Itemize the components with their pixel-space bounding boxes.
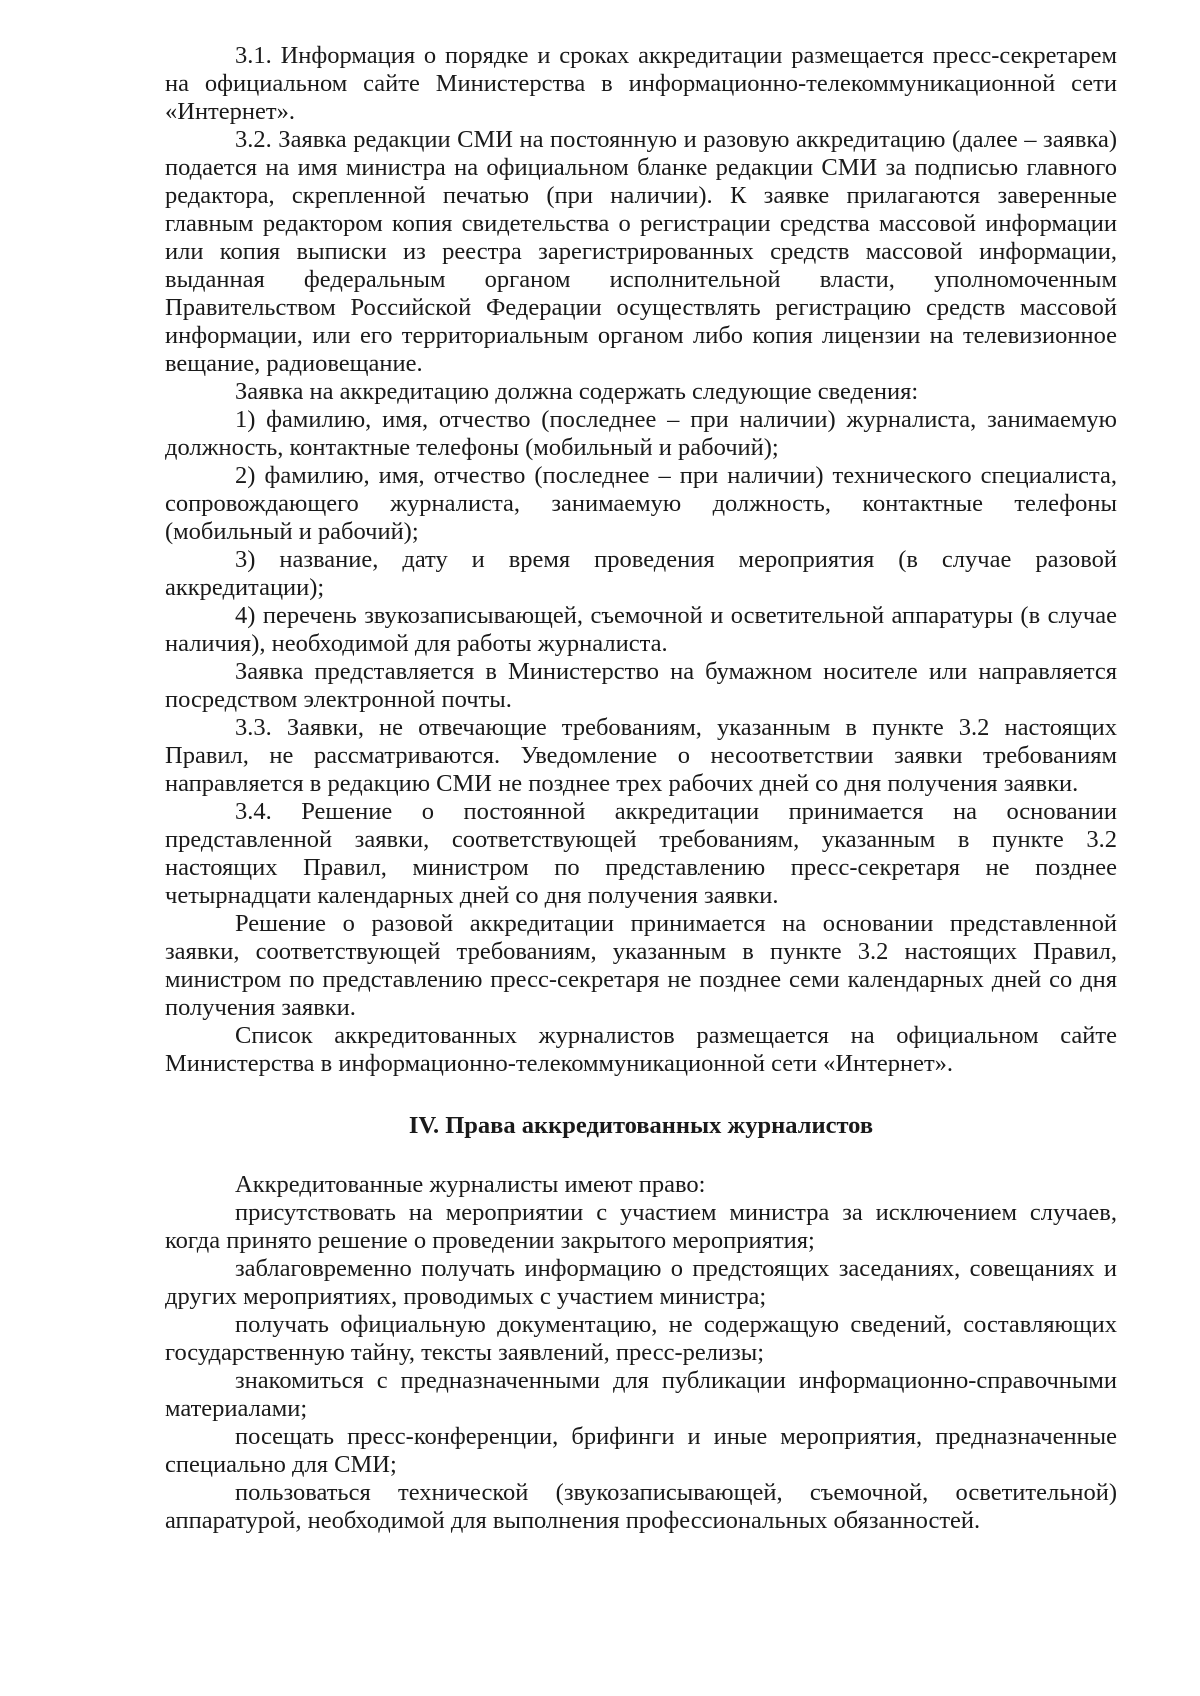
list-item-1: 1) фамилию, имя, отчество (последнее – при наличии) журналиста, занимаемую должность, контактные телефоны (мобильный и рабочий); (165, 406, 1117, 461)
paragraph-content-intro: Заявка на аккредитацию должна содержать следующие сведения: (235, 378, 919, 405)
paragraph-submission: Заявка представляется в Министерство на бумажном носителе или направляется посредством электронной почты. (165, 658, 1117, 713)
document-page (165, 42, 1117, 1535)
paragraph-3-2: 3.2. Заявка редакции СМИ на постоянную и разовую аккредитацию (далее – заявка) подается на имя министра на официальном бланке редакции СМИ за подписью главного редактора, скрепленной печатью (при наличии). К заявке прилагаются заверенные главным редактором копия свидетельства о регистрации средства массовой информации или копия выписки из реестра зарегистрированных средств массовой информации, выданная федеральным органом исполнительной власти, уполномоченным Правительством Российской Федерации осуществлять регистрацию средств массовой информации, или его территориальным органом либо копия лицензии на телевизионное вещание, радиовещание. (165, 126, 1117, 377)
rights-intro: Аккредитованные журналисты имеют право: (235, 1171, 706, 1198)
paragraph-single-accreditation: Решение о разовой аккредитации принимается на основании представленной заявки, соответствующей требованиям, указанным в пункте 3.2 настоящих Правил, министром по представлению пресс-секретаря не позднее семи календарных дней со дня получения заявки. (165, 910, 1117, 1021)
right-item: заблаговременно получать информацию о предстоящих заседаниях, совещаниях и других мероприятиях, проводимых с участием министра; (165, 1255, 1117, 1310)
paragraph-3-3: 3.3. Заявки, не отвечающие требованиям, указанным в пункте 3.2 настоящих Правил, не рассматриваются. Уведомление о несоответствии заявки требованиям направляется в редакцию СМИ не позднее трех рабочих дней со дня получения заявки. (165, 714, 1117, 797)
right-item: присутствовать на мероприятии с участием министра за исключением случаев, когда принято решение о проведении закрытого мероприятия; (165, 1199, 1117, 1254)
right-item: получать официальную документацию, не содержащую сведений, составляющих государственную тайну, тексты заявлений, пресс-релизы; (165, 1311, 1117, 1366)
right-item: знакомиться с предназначенными для публикации информационно-справочными материалами; (165, 1367, 1117, 1422)
paragraph-journalist-list: Список аккредитованных журналистов размещается на официальном сайте Министерства в информационно-телекоммуникационной сети «Интернет». (165, 1022, 1117, 1077)
section-4-heading: IV. Права аккредитованных журналистов (408, 1112, 874, 1139)
list-item-2: 2) фамилию, имя, отчество (последнее – при наличии) технического специалиста, сопровождающего журналиста, занимаемую должность, контактные телефоны (мобильный и рабочий); (165, 462, 1117, 545)
paragraph-3-4: 3.4. Решение о постоянной аккредитации принимается на основании представленной заявки, соответствующей требованиям, указанным в пункте 3.2 настоящих Правил, министром по представлению пресс-секретаря не позднее четырнадцати календарных дней со дня получения заявки. (165, 798, 1117, 909)
right-item: посещать пресс-конференции, брифинги и иные мероприятия, предназначенные специально для СМИ; (165, 1423, 1117, 1478)
paragraph-3-1: 3.1. Информация о порядке и сроках аккредитации размещается пресс-секретарем на официальном сайте Министерства в информационно-телекоммуникационной сети «Интернет». (165, 42, 1117, 125)
list-item-4: 4) перечень звукозаписывающей, съемочной и осветительной аппаратуры (в случае наличия), необходимой для работы журналиста. (165, 602, 1117, 657)
right-item: пользоваться технической (звукозаписывающей, съемочной, осветительной) аппаратурой, необходимой для выполнения профессиональных обязанностей. (165, 1479, 1117, 1534)
list-item-3: 3) название, дату и время проведения мероприятия (в случае разовой аккредитации); (165, 546, 1117, 601)
